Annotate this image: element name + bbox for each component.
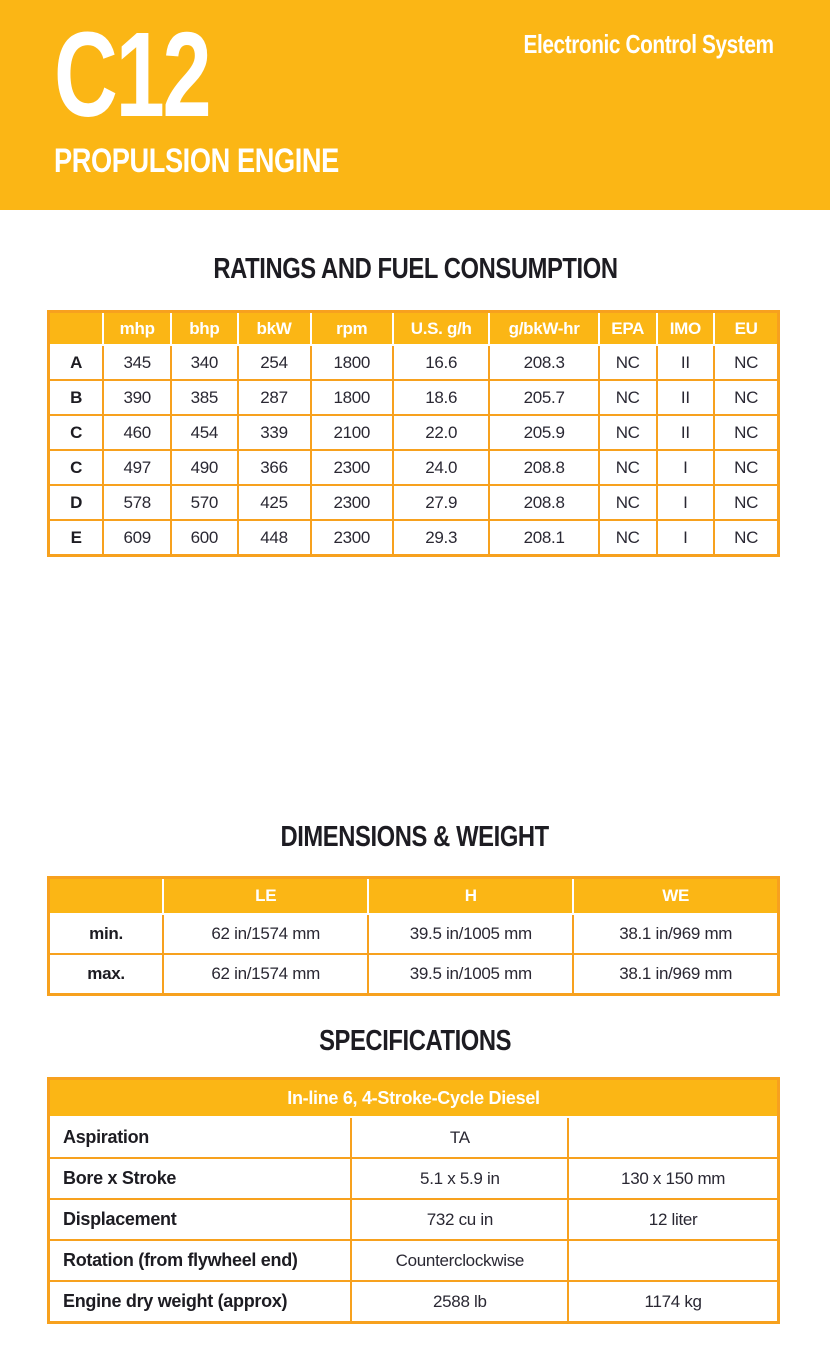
ratings-col-header: bhp [171,312,237,346]
ratings-cell: NC [599,345,657,380]
specification-value [568,1117,778,1158]
ratings-cell: 205.7 [489,380,599,415]
ratings-cell: 339 [238,415,311,450]
dimensions-section-title: DIMENSIONS & WEIGHT [280,821,550,853]
ratings-row [49,380,779,415]
ratings-cell: II [657,380,715,415]
ratings-cell: 578 [103,485,171,520]
engine-model-title: C12 [54,6,210,142]
ratings-table [47,310,780,557]
rating-row-label: C [49,415,104,450]
dimensions-col-header [49,878,164,915]
specification-label: Displacement [49,1199,352,1240]
banner-tagline: Electronic Control System [523,29,774,59]
ratings-header-row [49,312,779,346]
dimensions-row [49,954,779,995]
specification-label: Aspiration [49,1117,352,1158]
ratings-cell: NC [599,415,657,450]
ratings-cell: 22.0 [393,415,489,450]
specification-value: 12 liter [568,1199,778,1240]
specification-row [49,1240,779,1281]
ratings-cell: 460 [103,415,171,450]
specification-row [49,1158,779,1199]
ratings-cell: 205.9 [489,415,599,450]
ratings-cell: I [657,520,715,556]
ratings-cell: 2300 [311,485,393,520]
dimensions-col-header: H [368,878,573,915]
ratings-row [49,450,779,485]
ratings-cell: II [657,345,715,380]
specification-label: Bore x Stroke [49,1158,352,1199]
specification-value: TA [351,1117,568,1158]
ratings-row [49,520,779,556]
ratings-cell: 366 [238,450,311,485]
specification-label: Rotation (from flywheel end) [49,1240,352,1281]
ratings-cell: NC [599,380,657,415]
ratings-cell: 448 [238,520,311,556]
rating-row-label: E [49,520,104,556]
ratings-cell: I [657,450,715,485]
dimension-row-label: max. [49,954,164,995]
ratings-cell: NC [599,520,657,556]
ratings-cell: 425 [238,485,311,520]
ratings-cell: 208.8 [489,450,599,485]
dimensions-col-header: WE [573,878,778,915]
specification-value: 1174 kg [568,1281,778,1323]
specifications-section-title: SPECIFICATIONS [318,1025,512,1057]
dimensions-cell: 62 in/1574 mm [163,954,368,995]
rating-row-label: C [49,450,104,485]
ratings-cell: NC [599,485,657,520]
ratings-cell: NC [714,520,778,556]
ratings-cell: 497 [103,450,171,485]
specifications-header-row [49,1079,779,1118]
dimensions-table [47,876,780,996]
specification-value: 130 x 150 mm [568,1158,778,1199]
ratings-cell: I [657,485,715,520]
ratings-row [49,415,779,450]
ratings-col-header: bkW [238,312,311,346]
ratings-cell: 454 [171,415,237,450]
ratings-cell: 29.3 [393,520,489,556]
ratings-cell: 208.8 [489,485,599,520]
ratings-cell: 2100 [311,415,393,450]
dimensions-col-header: LE [163,878,368,915]
ratings-col-header: g/bkW-hr [489,312,599,346]
engine-subtitle: PROPULSION ENGINE [54,142,339,180]
dimensions-cell: 38.1 in/969 mm [573,914,778,954]
specification-value: 732 cu in [351,1199,568,1240]
dimensions-header-row [49,878,779,915]
ratings-col-header: U.S. g/h [393,312,489,346]
ratings-cell: NC [714,485,778,520]
rating-row-label: D [49,485,104,520]
specification-row [49,1281,779,1323]
dimensions-cell: 62 in/1574 mm [163,914,368,954]
specifications-table-header: In-line 6, 4-Stroke-Cycle Diesel [49,1079,779,1118]
rating-row-label: B [49,380,104,415]
ratings-col-header: mhp [103,312,171,346]
specification-value: 2588 lb [351,1281,568,1323]
specification-value: Counterclockwise [351,1240,568,1281]
ratings-cell: 254 [238,345,311,380]
ratings-cell: NC [714,345,778,380]
ratings-cell: 570 [171,485,237,520]
ratings-cell: 208.1 [489,520,599,556]
ratings-cell: NC [599,450,657,485]
specification-label: Engine dry weight (approx) [49,1281,352,1323]
banner [0,0,830,210]
ratings-col-header: EU [714,312,778,346]
ratings-cell: 390 [103,380,171,415]
ratings-cell: 1800 [311,345,393,380]
ratings-cell: 1800 [311,380,393,415]
ratings-col-header: rpm [311,312,393,346]
rating-row-label: A [49,345,104,380]
specifications-table [47,1077,780,1324]
ratings-cell: 2300 [311,450,393,485]
ratings-row [49,345,779,380]
ratings-cell: II [657,415,715,450]
ratings-cell: 345 [103,345,171,380]
ratings-row [49,485,779,520]
dimensions-row [49,914,779,954]
ratings-cell: 600 [171,520,237,556]
dimensions-cell: 38.1 in/969 mm [573,954,778,995]
ratings-cell: NC [714,450,778,485]
ratings-col-header: IMO [657,312,715,346]
ratings-cell: 609 [103,520,171,556]
ratings-col-header [49,312,104,346]
specification-row [49,1199,779,1240]
specification-value [568,1240,778,1281]
ratings-cell: 385 [171,380,237,415]
ratings-cell: 340 [171,345,237,380]
specification-row [49,1117,779,1158]
ratings-cell: 208.3 [489,345,599,380]
ratings-cell: 490 [171,450,237,485]
ratings-cell: 2300 [311,520,393,556]
ratings-section-title: RATINGS AND FUEL CONSUMPTION [212,253,618,285]
ratings-cell: 287 [238,380,311,415]
ratings-cell: 18.6 [393,380,489,415]
dimensions-cell: 39.5 in/1005 mm [368,954,573,995]
ratings-col-header: EPA [599,312,657,346]
ratings-cell: 27.9 [393,485,489,520]
dimension-row-label: min. [49,914,164,954]
ratings-cell: NC [714,380,778,415]
dimensions-cell: 39.5 in/1005 mm [368,914,573,954]
ratings-cell: 24.0 [393,450,489,485]
ratings-cell: 16.6 [393,345,489,380]
ratings-cell: NC [714,415,778,450]
specification-value: 5.1 x 5.9 in [351,1158,568,1199]
